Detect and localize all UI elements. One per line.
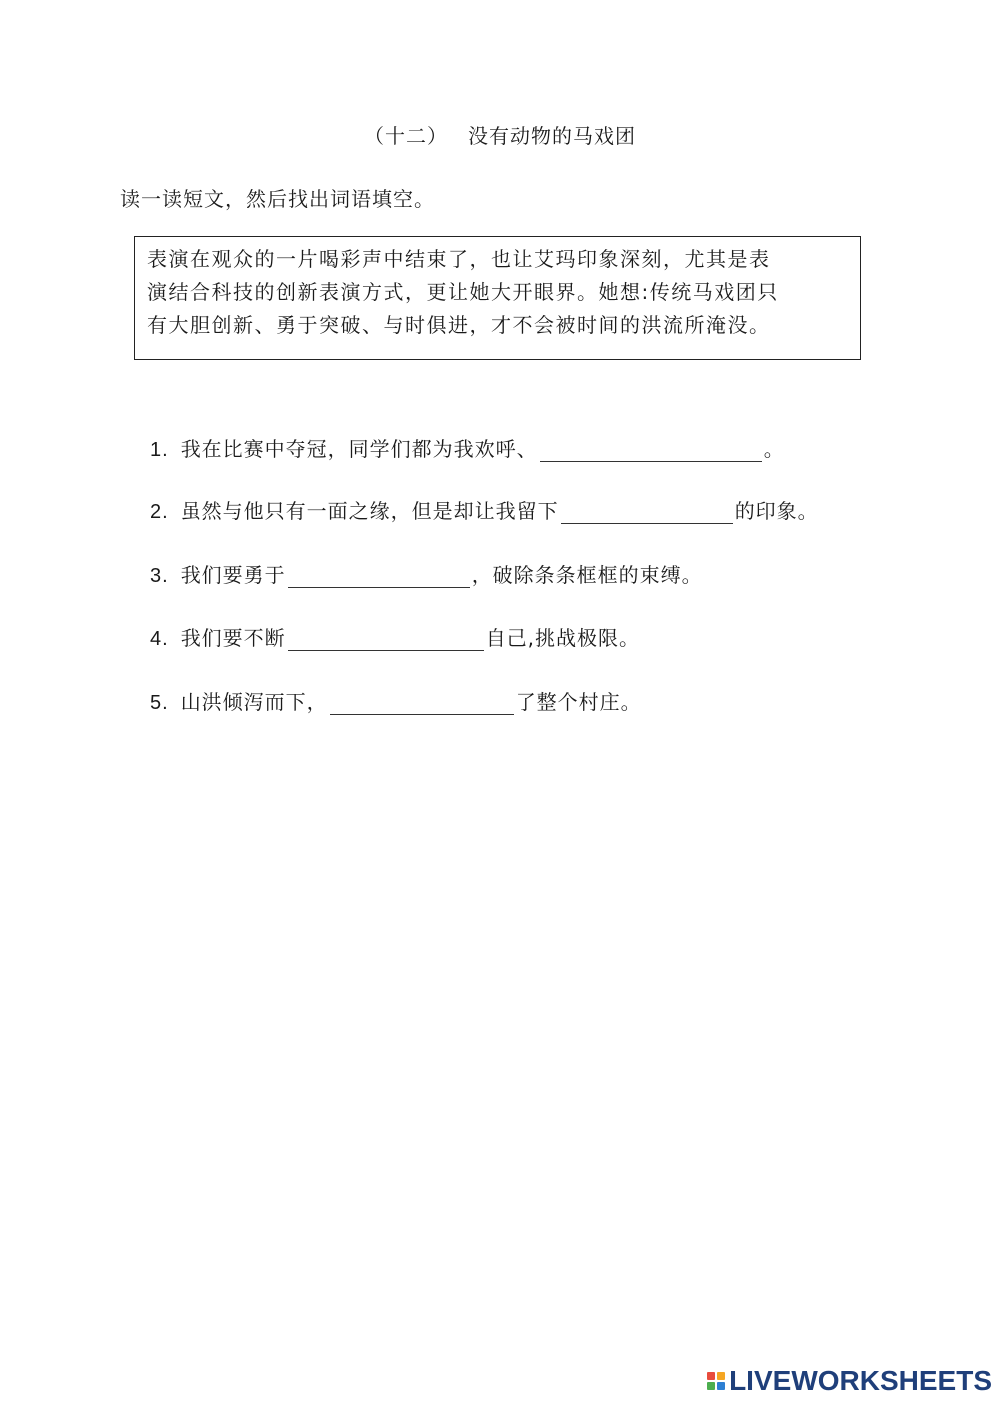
passage-line-3: 有大胆创新、勇于突破、与时俱进，才不会被时间的洪流所淹没。 xyxy=(147,313,771,337)
question-text-after: ，破除条条框框的束缚。 xyxy=(471,563,703,587)
answer-blank-1[interactable] xyxy=(540,441,762,462)
question-text-before: 我们要不断 xyxy=(180,626,286,650)
logo-mark-square xyxy=(707,1372,715,1380)
question-text-after: 的印象。 xyxy=(734,499,819,523)
question-text-after: 了整个村庄。 xyxy=(515,690,642,714)
passage-line-1: 表演在观众的一片喝彩声中结束了，也让艾玛印象深刻，尤其是表 xyxy=(147,247,771,271)
question-number: 4. xyxy=(150,628,169,650)
passage-line-2: 演结合科技的创新表演方式，更让她大开眼界。她想:传统马戏团只 xyxy=(147,280,779,304)
logo-mark-square xyxy=(717,1372,725,1380)
answer-blank-5[interactable] xyxy=(330,694,514,715)
title-number: （十二） xyxy=(364,124,448,148)
question-text-after: 。 xyxy=(763,437,785,461)
worksheet-title xyxy=(0,120,1000,149)
question-number: 5. xyxy=(150,692,169,714)
question-text-before: 山洪倾泻而下， xyxy=(180,690,328,714)
title-text: 没有动物的马戏团 xyxy=(468,124,636,148)
question-text-before: 我们要勇于 xyxy=(180,563,286,587)
liveworksheets-logo xyxy=(707,1365,992,1397)
question-3 xyxy=(150,559,703,588)
question-number: 3. xyxy=(150,565,169,587)
logo-text: LIVEWORKSHEETS xyxy=(729,1365,992,1396)
answer-blank-3[interactable] xyxy=(288,567,470,588)
question-5 xyxy=(150,686,642,715)
instruction-text: 读一读短文，然后找出词语填空。 xyxy=(120,187,435,211)
answer-blank-4[interactable] xyxy=(288,630,484,651)
question-text-before: 我在比赛中夺冠，同学们都为我欢呼、 xyxy=(180,437,538,461)
answer-blank-2[interactable] xyxy=(561,503,733,524)
question-4 xyxy=(150,622,640,651)
question-text-before: 虽然与他只有一面之缘，但是却让我留下 xyxy=(180,499,559,523)
logo-mark-square xyxy=(717,1382,725,1390)
passage-box xyxy=(134,236,861,360)
question-number: 2. xyxy=(150,501,169,523)
logo-mark-square xyxy=(707,1382,715,1390)
question-2 xyxy=(150,495,819,524)
question-1 xyxy=(150,433,785,462)
question-number: 1. xyxy=(150,439,169,461)
question-text-after: 自己,挑战极限。 xyxy=(485,626,641,650)
logo-mark-icon xyxy=(707,1372,725,1390)
